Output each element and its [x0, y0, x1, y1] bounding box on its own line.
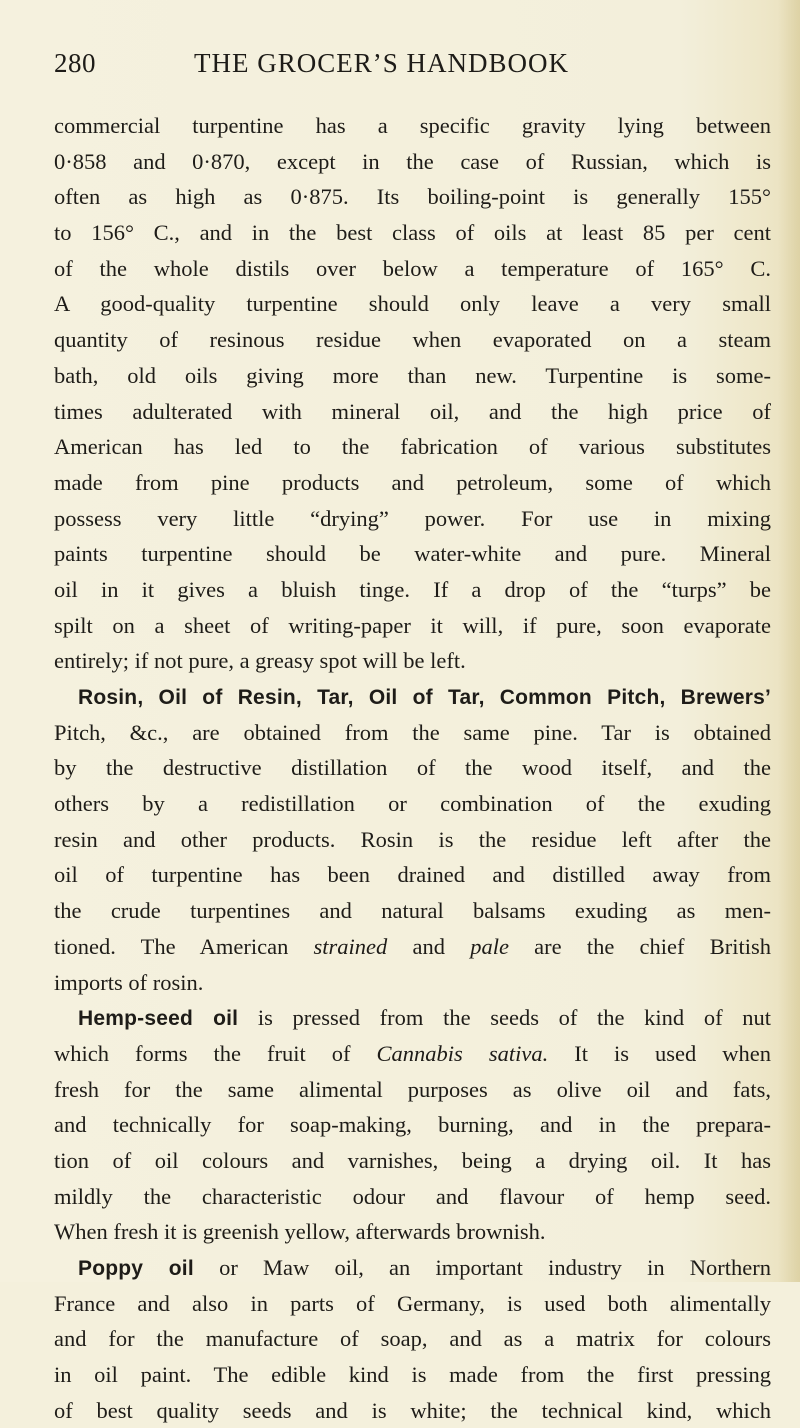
text-line: Pitch, &c., are obtained from the same pine. Tar is obtained [54, 719, 771, 745]
text-line: of best quality seeds and is white; the technical kind, which [54, 1397, 771, 1423]
body-text [54, 108, 771, 1428]
text-line: entirely; if not pure, a greasy spot will be left. [54, 648, 466, 674]
text-line: tion of oil colours and varnishes, being a drying oil. It has [54, 1147, 771, 1173]
text-line: 0·858 and 0·870, except in the case of Russian, which is [54, 148, 771, 174]
entry-line-poppy: Poppy oil or Maw oil, an important industry in Northern [78, 1255, 771, 1280]
page-number: 280 [54, 48, 96, 78]
text-line: tioned. The American strained and pale are the chief British [54, 933, 771, 959]
entry-heading-poppy: Poppy oil [78, 1257, 194, 1280]
text-line: oil of turpentine has been drained and distilled away from [54, 862, 771, 888]
text-line: quantity of resinous residue when evaporated on a steam [54, 327, 771, 353]
entry-line-hemp-seed: Hemp-seed oil is pressed from the seeds of the kind of nut [78, 1005, 772, 1031]
text-line: times adulterated with mineral oil, and the high price of [54, 398, 771, 424]
running-head: THE GROCER’S HANDBOOK [194, 48, 570, 78]
text-line: by the destructive distillation of the wood itself, and the [54, 755, 771, 781]
text-line: which forms the fruit of Cannabis sativa. It is used when [54, 1040, 772, 1066]
text-line: A good-quality turpentine should only leave a very small [54, 291, 771, 317]
text-line: of the whole distils over below a temperature of 165° C. [54, 255, 771, 281]
italic-pale: pale [470, 933, 509, 959]
text-line: resin and other products. Rosin is the residue left after the [54, 826, 771, 852]
entry-line-rosin [54, 679, 771, 715]
text-line: the crude turpentines and natural balsams exuding as men- [54, 898, 771, 924]
text-line: possess very little “drying” power. For use in mixing [54, 505, 771, 531]
text-line: When fresh it is greenish yellow, afterwards brownish. [54, 1219, 546, 1245]
text-line: others by a redistillation or combination of the exuding [54, 791, 771, 817]
text-line: often as high as 0·875. Its boiling-point is generally 155° [54, 184, 771, 210]
italic-strained: strained [313, 933, 388, 959]
text-line: bath, old oils giving more than new. Turpentine is some- [54, 362, 771, 388]
entry-heading-hemp-seed: Hemp-seed oil [78, 1007, 239, 1031]
page-edge-shadow [778, 0, 800, 1282]
text-line: oil in it gives a bluish tinge. If a drop of the “turps” be [54, 576, 771, 602]
text-line: and for the manufacture of soap, and as a matrix for colours [54, 1326, 771, 1352]
text-line: mildly the characteristic odour and flavour of hemp seed. [54, 1183, 771, 1209]
text-line: American has led to the fabrication of various substitutes [54, 434, 771, 460]
text-line: in oil paint. The edible kind is made from the first pressing [54, 1362, 771, 1388]
text-line: commercial turpentine has a specific gravity lying between [54, 113, 771, 138]
text-line: and technically for soap-making, burning, and in the prepara- [54, 1112, 771, 1138]
text-line: spilt on a sheet of writing-paper it will, if pure, soon evaporate [54, 612, 771, 638]
italic-cannabis: Cannabis sativa. [376, 1040, 549, 1066]
page-header [54, 44, 769, 84]
text-line: imports of rosin. [54, 969, 204, 995]
text-line: paints turpentine should be water-white and pure. Mineral [54, 541, 771, 567]
text-line: to 156° C., and in the best class of oils at least 85 per cent [54, 220, 771, 246]
text-line: made from pine products and petroleum, some of which [54, 469, 771, 495]
text-line: France and also in parts of Germany, is used both alimentally [54, 1290, 771, 1316]
text-line: fresh for the same alimental purposes as olive oil and fats, [54, 1076, 771, 1102]
entry-heading-rosin: Rosin, Oil of Resin, Tar, Oil of Tar, Common Pitch, Brewers’ [78, 686, 771, 709]
